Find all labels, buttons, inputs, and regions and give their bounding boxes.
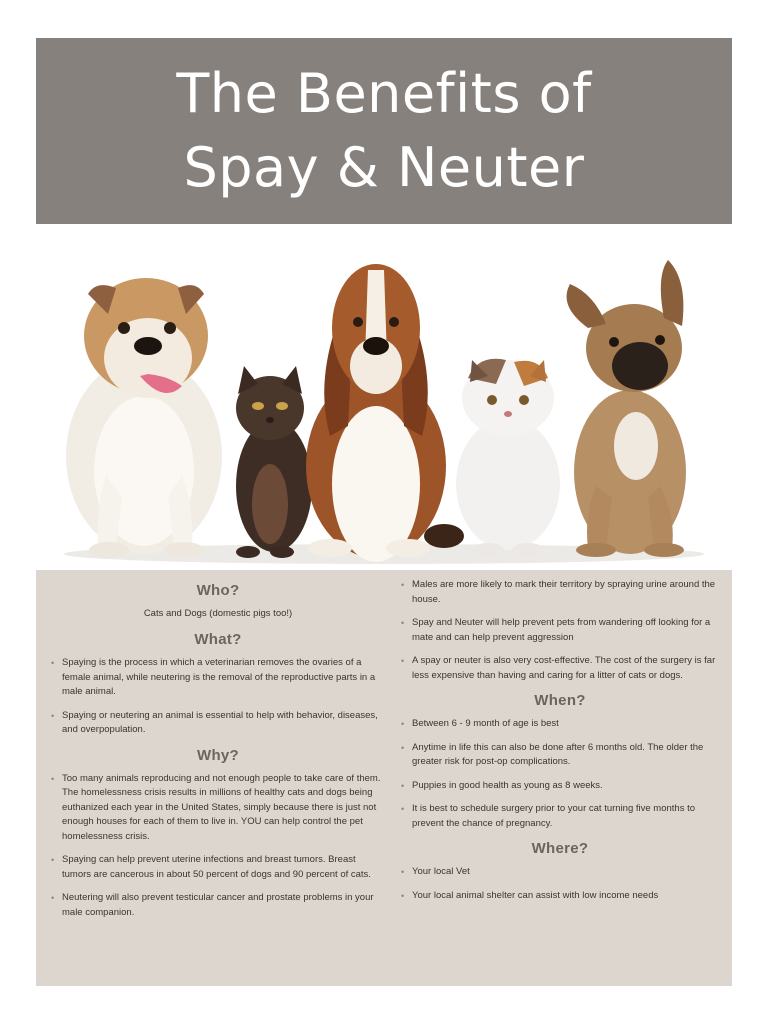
list-item: • Your local animal shelter can assist with low income needs — [400, 889, 720, 904]
when-list — [400, 717, 720, 831]
bullet-icon: • — [51, 893, 55, 903]
list-item: • A spay or neuter is also very cost-effective. The cost of the surgery is far less expensive than having and caring for a litter of cats or dogs. — [401, 655, 716, 681]
why-heading: Why? — [196, 746, 240, 764]
bullet-icon: • — [401, 580, 405, 590]
list-item: • Too many animals reproducing and not enough people to take care of them. The homelessness crisis results in millions of healthy cats and dogs being euthanized each year in the United States, simply because there is just not enough houses for each of them to live in. YOU can help control the pet homelessness crisis. — [51, 772, 381, 842]
pets-photo — [36, 236, 732, 570]
bullet-icon: • — [401, 890, 405, 901]
list-item: • Your local Vet — [400, 865, 720, 880]
bullet-icon: • — [51, 773, 55, 784]
page-title-line-2: Spay & Neuter — [183, 136, 585, 199]
bullet-icon: • — [401, 618, 405, 628]
why-continued-list — [400, 578, 720, 683]
list-item: • Puppies in good health as young as 8 weeks. — [400, 779, 720, 794]
who-heading: Who? — [196, 582, 240, 599]
info-panel — [36, 570, 732, 986]
what-list — [50, 656, 386, 738]
french-bulldog-illustration — [567, 260, 686, 557]
bullet-icon: • — [51, 710, 55, 721]
title-banner — [36, 38, 732, 224]
bullet-icon: • — [401, 719, 405, 729]
why-list — [50, 772, 386, 921]
bullet-icon: • — [51, 855, 55, 865]
page-title-line-1: The Benefits of — [176, 62, 592, 125]
where-heading: Where? — [531, 840, 589, 857]
kitten-illustration — [236, 366, 312, 558]
list-item: • Spaying or neutering an animal is essential to help with behavior, diseases, and overpopulation. — [51, 709, 378, 735]
basset-hound-illustration — [306, 264, 464, 562]
bullet-icon: • — [401, 742, 405, 753]
who-text: Cats and Dogs (domestic pigs too!) — [143, 608, 293, 619]
list-item: • Between 6 - 9 month of age is best — [400, 717, 720, 732]
persian-cat-illustration — [456, 359, 560, 557]
bullet-icon: • — [401, 780, 405, 791]
right-column — [400, 578, 720, 912]
where-list — [400, 865, 720, 903]
list-item: • Spaying is the process in which a veterinarian removes the ovaries of a female animal, while neutering is the removal of the reproductive parts in a male animal. — [51, 657, 376, 697]
bullet-icon: • — [51, 658, 55, 668]
bullet-icon: • — [401, 867, 405, 877]
bullet-icon: • — [401, 656, 405, 666]
bulldog-illustration — [66, 278, 222, 558]
what-heading: What? — [194, 631, 242, 648]
list-item: • Neutering will also prevent testicular cancer and prostate problems in your male companion. — [51, 892, 374, 918]
list-item: • It is best to schedule surgery prior to your cat turning five months to prevent the chance of pregnancy. — [401, 803, 696, 829]
when-heading: When? — [534, 692, 586, 709]
left-column — [50, 578, 386, 929]
list-item: • Males are more likely to mark their territory by spraying urine around the house. — [401, 579, 716, 605]
list-item: • Spay and Neuter will help prevent pets from wandering off looking for a mate and can help prevent aggression — [401, 617, 711, 643]
bullet-icon: • — [401, 804, 405, 814]
list-item: • Spaying can help prevent uterine infections and breast tumors. Breast tumors are cancerous in about 50 percent of dogs and 90 percent of cats. — [51, 854, 371, 880]
list-item: • Anytime in life this can also be done after 6 months old. The older the greater risk for post-op complications. — [401, 741, 704, 767]
